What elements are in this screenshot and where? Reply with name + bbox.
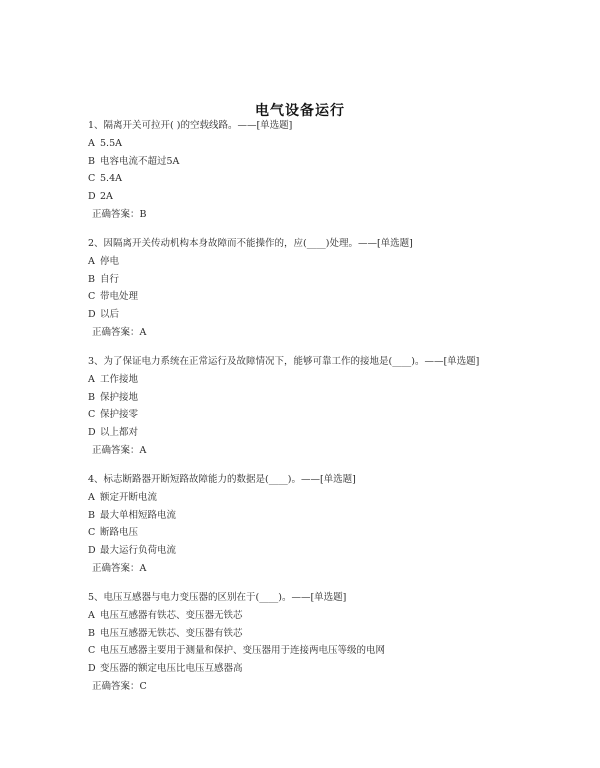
option-letter: B	[88, 391, 95, 403]
question-stem: 3、为了保证电力系统在正常运行及故障情况下，能够可靠工作的接地是(____)。——[单选题]	[88, 356, 480, 367]
option-text: 变压器的额定电压比电压互感器高	[100, 662, 243, 674]
option-c	[88, 524, 548, 542]
option-b	[88, 625, 548, 643]
page-title: 电气设备运行	[255, 103, 345, 119]
option-a	[88, 371, 548, 389]
option-letter: D	[88, 190, 96, 202]
option-text: 保护接地	[100, 391, 139, 403]
correct-answer: 正确答案：A	[92, 445, 147, 456]
option-a	[88, 489, 548, 507]
question-4	[88, 470, 548, 578]
option-letter: B	[88, 509, 95, 521]
option-d	[88, 542, 548, 560]
option-text: 额定开断电流	[100, 492, 158, 503]
option-text: 电压互感器主要用于测量和保护、变压器用于连接两电压等级的电网	[100, 645, 386, 656]
option-text: 最大单相短路电流	[100, 509, 177, 521]
option-letter: C	[88, 645, 96, 656]
option-letter: A	[88, 374, 95, 385]
correct-answer: 正确答案：A	[92, 327, 147, 338]
correct-answer: 正确答案：A	[92, 563, 147, 574]
question-1	[88, 116, 548, 224]
option-text: 以后	[100, 308, 120, 320]
option-letter: C	[88, 527, 96, 538]
question-stem: 4、标志断路器开断短路故障能力的数据是(____)。——[单选题]	[88, 474, 356, 485]
option-text: 最大运行负荷电流	[100, 544, 177, 556]
option-letter: D	[88, 308, 96, 320]
question-5	[88, 588, 548, 696]
option-c	[88, 642, 548, 660]
option-text: 自行	[100, 273, 120, 285]
option-text: 电压互感器无铁芯、变压器有铁芯	[100, 627, 243, 639]
option-text: 工作接地	[100, 374, 139, 385]
option-b	[88, 507, 548, 525]
question-stem: 2、因隔离开关传动机构本身故障而不能操作的，应(____)处理。——[单选题]	[88, 238, 413, 249]
option-letter: D	[88, 544, 96, 556]
option-text: 电容电流不超过5A	[100, 155, 180, 167]
option-text: 断路电压	[100, 527, 139, 538]
option-a	[88, 135, 548, 153]
option-text: 2A	[100, 190, 113, 202]
option-letter: A	[88, 138, 95, 149]
option-text: 带电处理	[100, 291, 139, 302]
option-a	[88, 253, 548, 271]
question-stem: 1、隔离开关可拉开( )的空载线路。——[单选题]	[88, 120, 293, 131]
option-letter: C	[88, 173, 96, 184]
option-text: 电压互感器有铁芯、变压器无铁芯	[100, 610, 243, 621]
option-letter: C	[88, 291, 96, 302]
option-text: 5.4A	[100, 173, 122, 184]
option-c	[88, 406, 548, 424]
option-text: 保护接零	[100, 409, 139, 420]
option-letter: B	[88, 155, 95, 167]
option-b	[88, 271, 548, 289]
correct-answer: 正确答案：B	[92, 209, 147, 220]
option-letter: A	[88, 256, 95, 267]
option-a	[88, 607, 548, 625]
option-c	[88, 170, 548, 188]
option-b	[88, 389, 548, 407]
option-b	[88, 153, 548, 171]
correct-answer: 正确答案：C	[92, 681, 147, 692]
option-text: 停电	[100, 256, 120, 267]
option-text: 以上都对	[100, 426, 139, 438]
option-d	[88, 306, 548, 324]
option-letter: B	[88, 627, 95, 639]
option-letter: A	[88, 610, 95, 621]
option-c	[88, 288, 548, 306]
option-text: 5.5A	[100, 138, 122, 149]
option-letter: D	[88, 426, 96, 438]
option-letter: D	[88, 662, 96, 674]
option-d	[88, 188, 548, 206]
option-letter: A	[88, 492, 95, 503]
option-letter: B	[88, 273, 95, 285]
question-2	[88, 234, 548, 342]
question-3	[88, 352, 548, 460]
option-letter: C	[88, 409, 96, 420]
option-d	[88, 424, 548, 442]
option-d	[88, 660, 548, 678]
question-stem: 5、电压互感器与电力变压器的区别在于(____)。——[单选题]	[88, 592, 347, 603]
